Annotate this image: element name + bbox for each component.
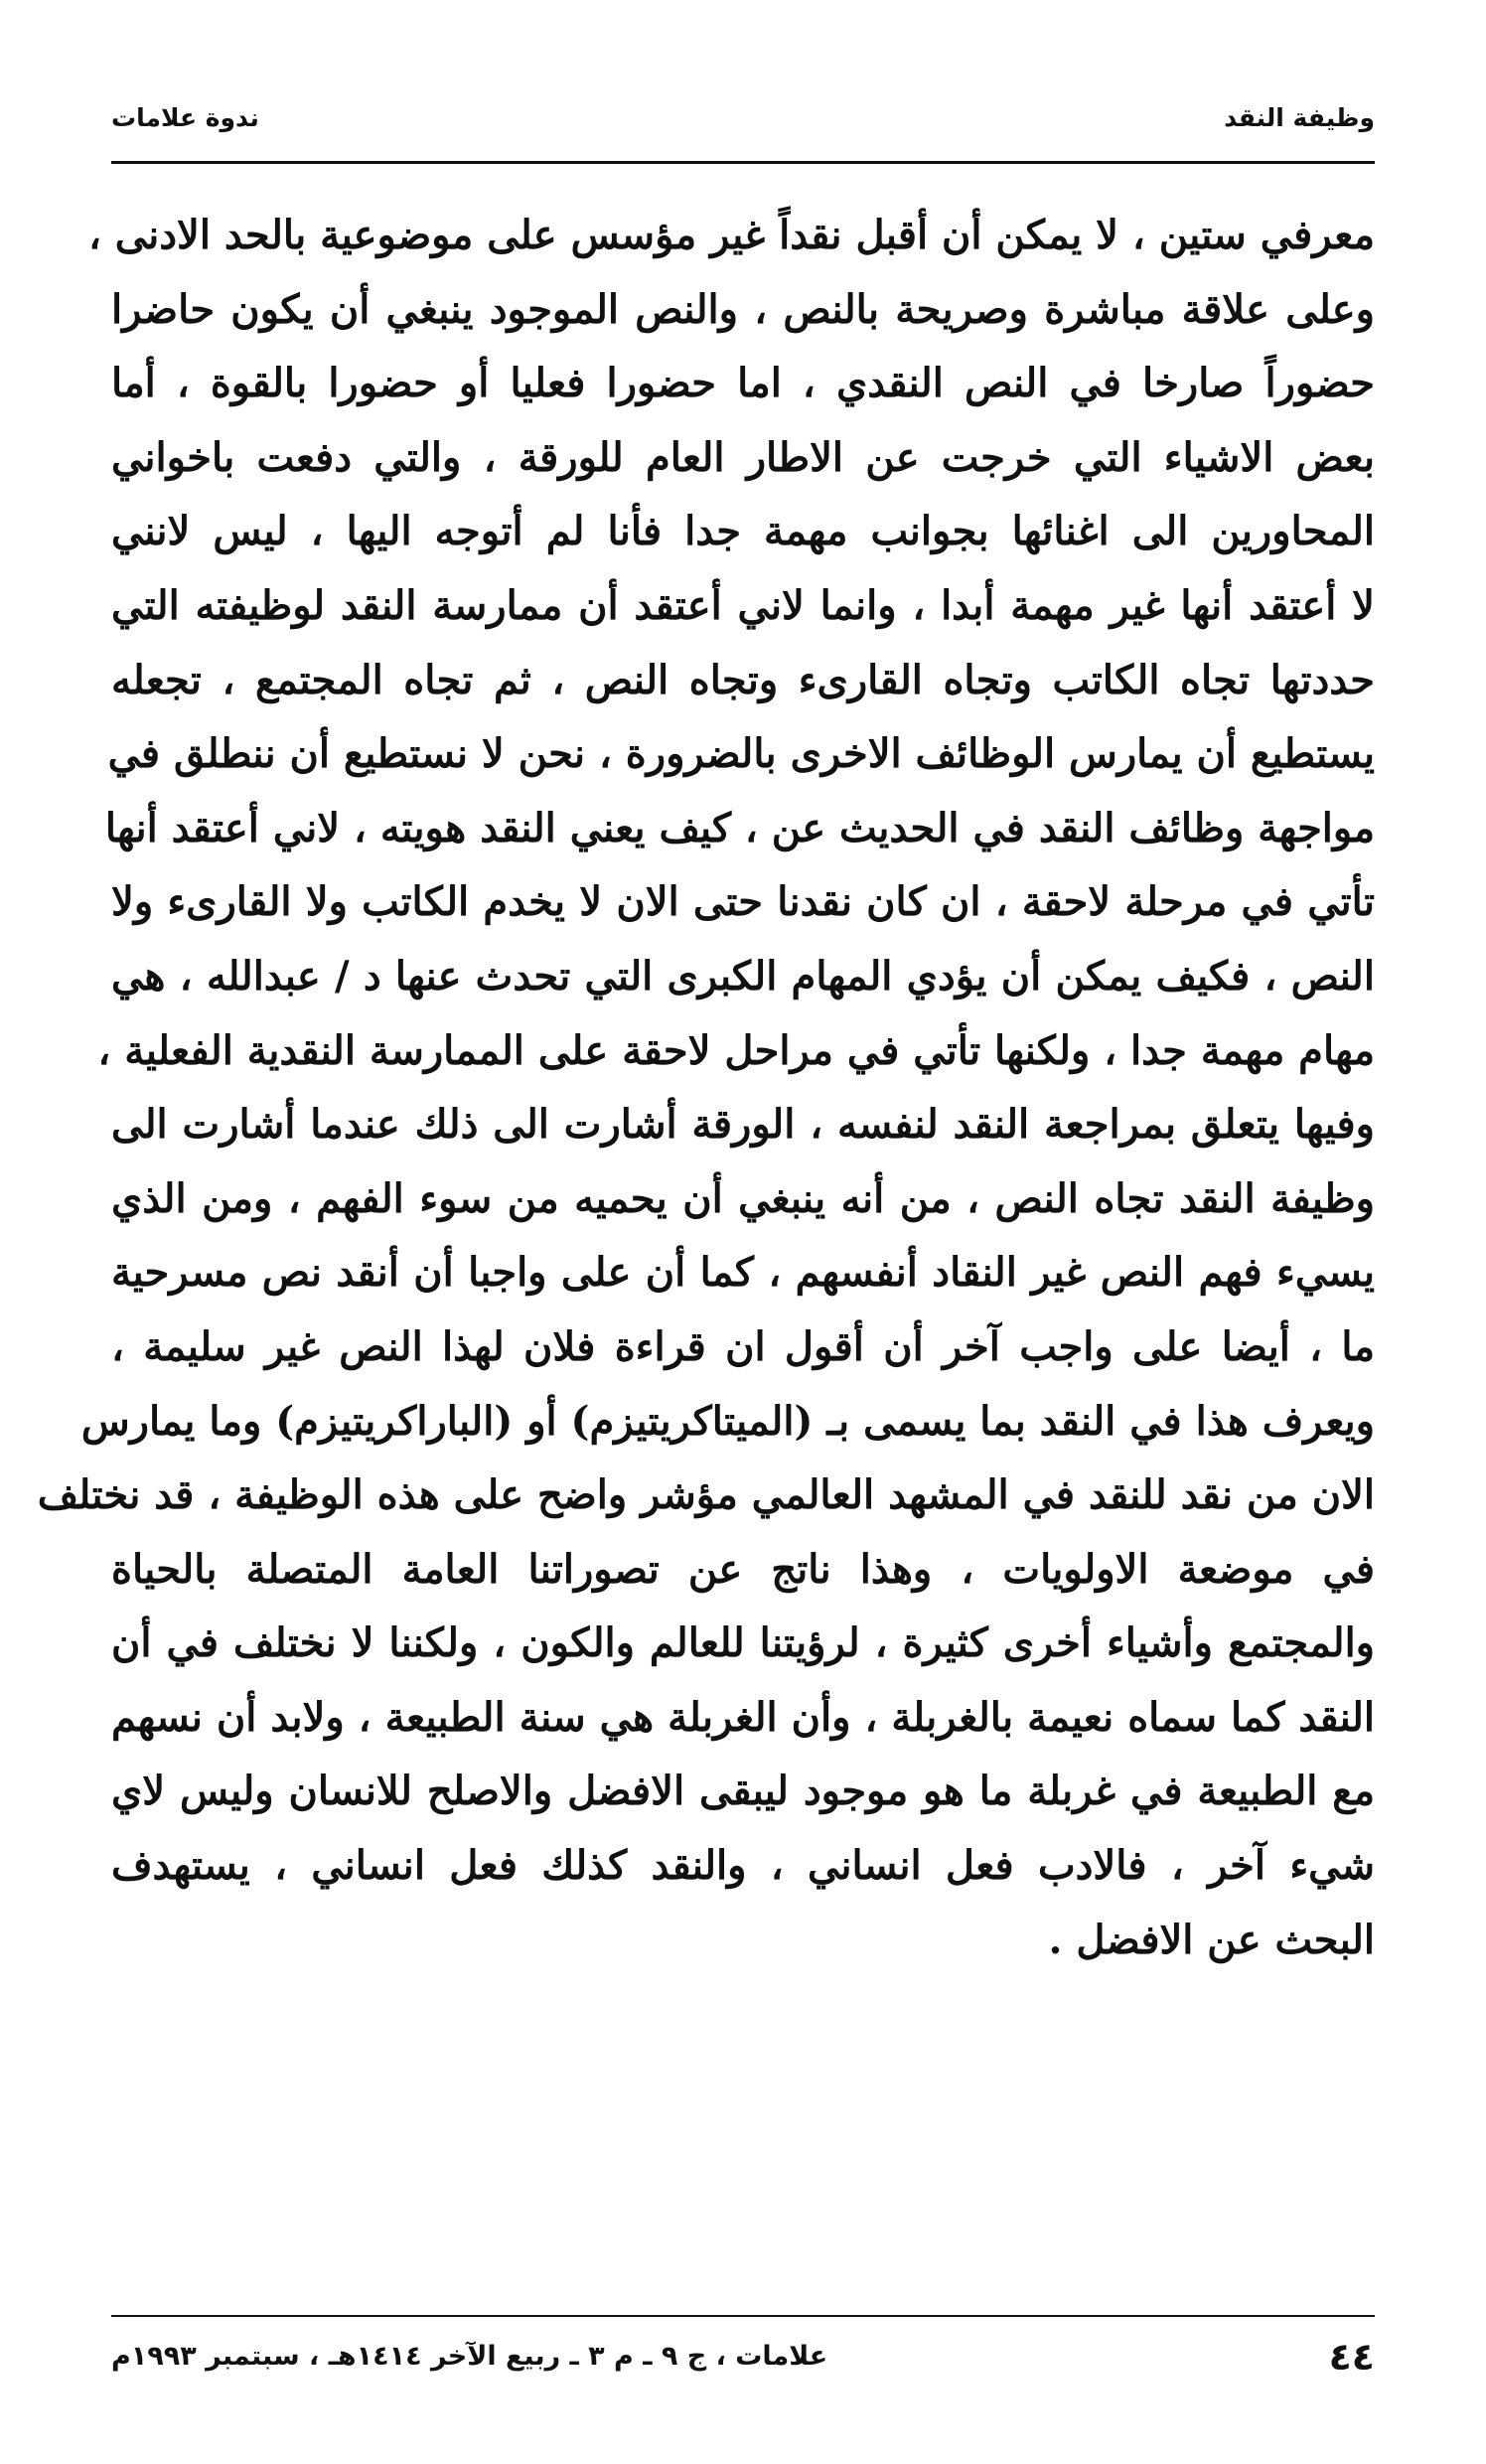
text-line: الان من نقد للنقد في المشهد العالمي مؤشر واضح على هذه الوظيفة ، قد نختلف xyxy=(37,1471,1375,1519)
text-line-last: البحث عن الافضل . xyxy=(1048,1916,1375,1963)
footer-divider xyxy=(111,2315,1375,2317)
text-line: تأتي في مرحلة لاحقة ، ان كان نقدنا حتى الان لا يخدم الكاتب ولا القارىء ولا xyxy=(111,878,1375,926)
text-line: في موضعة الاولويات ، وهذا ناتج عن تصوراتنا العامة المتصلة بالحياة xyxy=(111,1545,1375,1593)
journal-issue-title: ندوة علامات xyxy=(111,103,259,132)
text-line: بعض الاشياء التي خرجت عن الاطار العام للورقة ، والتي دفعت باخواني xyxy=(111,433,1375,481)
text-line: وعلى علاقة مباشرة وصريحة بالنص ، والنص الموجود ينبغي أن يكون حاضرا xyxy=(111,285,1375,333)
body-paragraph xyxy=(37,199,1376,1977)
header-divider xyxy=(111,161,1375,164)
text-line: معرفي ستين ، لا يمكن أن أقبل نقداً غير مؤسس على موضوعية بالحد الادنى ، xyxy=(87,212,1375,258)
section-title: وظيفة النقد xyxy=(1224,103,1375,132)
page-number: ٤٤ xyxy=(1328,2335,1375,2379)
text-line: النقد كما سماه نعيمة بالغربلة ، وأن الغربلة هي سنة الطبيعة ، ولابد أن نسهم xyxy=(111,1693,1375,1741)
text-line: شيء آخر ، فالادب فعل انساني ، والنقد كذلك فعل انساني ، يستهدف xyxy=(111,1842,1375,1890)
text-line: مواجهة وظائف النقد في الحديث عن ، كيف يعني النقد هويته ، لاني أعتقد أنها xyxy=(104,804,1375,851)
text-line: مع الطبيعة في غربلة ما هو موجود ليبقى الافضل والاصلح للانسان وليس لاي xyxy=(111,1768,1375,1815)
text-line: والمجتمع وأشياء أخرى كثيرة ، لرؤيتنا للعالم والكون ، ولكننا لا نختلف في أن xyxy=(111,1619,1375,1667)
text-line: ويعرف هذا في النقد بما يسمى بـ (الميتاكريتيزم) أو (الباراكريتيزم) وما يمارس xyxy=(80,1397,1375,1445)
text-line: حضوراً صارخا في النص النقدي ، اما حضورا فعليا أو حضورا بالقوة ، أما xyxy=(111,360,1375,407)
text-line: يستطيع أن يمارس الوظائف الاخرى بالضرورة ، نحن لا نستطيع أن ننطلق في xyxy=(107,730,1375,778)
text-line: مهام مهمة جدا ، ولكنها تأتي في مراحل لاحقة على الممارسة النقدية الفعلية ، xyxy=(97,1026,1375,1074)
text-line: المحاورين الى اغنائها بجوانب مهمة جدا فأنا لم أتوجه اليها ، ليس لانني xyxy=(111,508,1375,555)
text-line: لا أعتقد أنها غير مهمة أبدا ، وانما لاني أعتقد أن ممارسة النقد لوظيفته التي xyxy=(111,581,1375,629)
running-header xyxy=(111,95,1375,145)
text-line: وفيها يتعلق بمراجعة النقد لنفسه ، الورقة أشارت الى ذلك عندما أشارت الى xyxy=(111,1101,1375,1149)
page-footer xyxy=(111,2333,1375,2392)
text-line: يسيء فهم النص غير النقاد أنفسهم ، كما أن على واجبا أن أنقد نص مسرحية xyxy=(111,1249,1375,1297)
journal-citation: علامات ، ج ٩ ـ م ٣ ـ ربيع الآخر ١٤١٤هـ ، سبتمبر ١٩٩٣م xyxy=(111,2341,828,2372)
text-line: ما ، أيضا على واجب آخر أن أقول ان قراءة فلان لهذا النص غير سليمة ، xyxy=(111,1322,1376,1370)
text-line: وظيفة النقد تجاه النص ، من أنه ينبغي أن يحميه من سوء الفهم ، ومن الذي xyxy=(111,1174,1375,1222)
text-line: حددتها تجاه الكاتب وتجاه القارىء وتجاه النص ، ثم تجاه المجتمع ، تجعله xyxy=(111,656,1375,703)
text-line: النص ، فكيف يمكن أن يؤدي المهام الكبرى التي تحدث عنها د / عبدالله ، هي xyxy=(111,952,1375,1000)
